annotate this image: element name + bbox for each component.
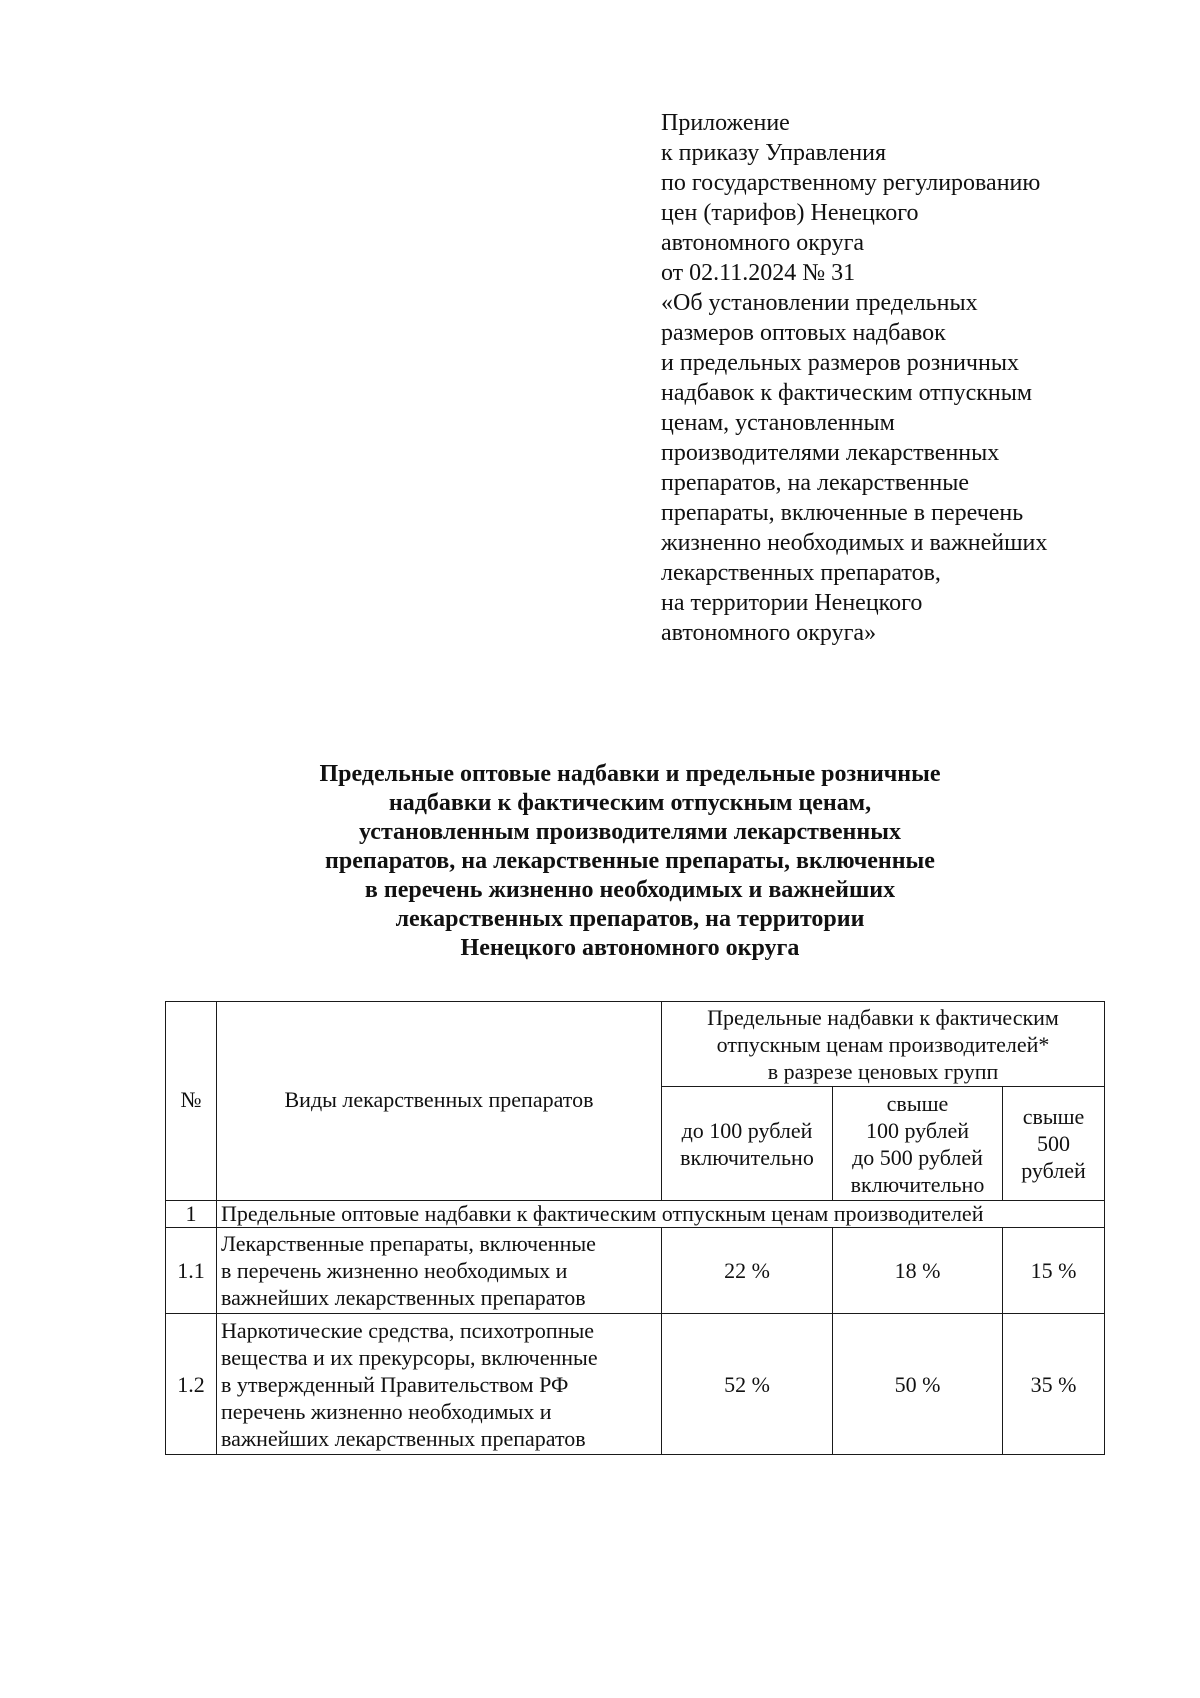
appendix-line: и предельных размеров розничных — [661, 350, 1019, 376]
title-line: в перечень жизненно необходимых и важнейших — [364, 877, 896, 903]
appendix-line: цен (тарифов) Ненецкого — [661, 200, 919, 226]
title-line: препаратов, на лекарственные препараты, включенные — [325, 848, 935, 874]
title-line: Предельные оптовые надбавки и предельные розничные — [319, 761, 941, 787]
appendix-line: лекарственных препаратов, — [661, 560, 941, 586]
table-row — [166, 1314, 1105, 1455]
header-no: № — [166, 1002, 217, 1201]
appendix-line: от 02.11.2024 № 31 — [661, 260, 856, 286]
appendix-line: «Об установлении предельных — [661, 290, 978, 316]
row-description-line: важнейших лекарственных препаратов — [221, 1425, 586, 1451]
row-value-100-500: 18 % — [833, 1228, 1003, 1314]
appendix-block — [661, 108, 1121, 648]
title-line: Ненецкого автономного округа — [460, 935, 800, 961]
section-label: Предельные оптовые надбавки к фактическим отпускным ценам производителей — [217, 1201, 1105, 1228]
row-description — [217, 1314, 662, 1455]
header-col-line: 500 — [1037, 1131, 1070, 1156]
section-no: 1 — [166, 1201, 217, 1228]
document-title — [200, 760, 1060, 963]
row-description-line: перечень жизненно необходимых и — [221, 1398, 552, 1424]
appendix-line: жизненно необходимых и важнейших — [661, 530, 1048, 556]
header-col-line: 100 рублей — [865, 1117, 970, 1143]
header-col-line: рублей — [1021, 1158, 1086, 1183]
row-value-up-to-100: 52 % — [662, 1314, 833, 1455]
appendix-line: к приказу Управления — [661, 140, 887, 166]
appendix-line: препараты, включенные в перечень — [661, 500, 1024, 526]
header-col-line: включительно — [680, 1144, 814, 1170]
appendix-line: автономного округа» — [661, 620, 877, 646]
appendix-line: на территории Ненецкого — [661, 590, 923, 616]
header-group — [662, 1002, 1105, 1087]
header-group-line: в разрезе ценовых групп — [767, 1059, 999, 1084]
appendix-line: по государственному регулированию — [661, 170, 1041, 196]
header-group-line: Предельные надбавки к фактическим — [707, 1005, 1059, 1030]
appendix-line: надбавок к фактическим отпускным — [661, 380, 1033, 406]
header-col-line: включительно — [850, 1171, 985, 1197]
row-description-line: важнейших лекарственных препаратов — [221, 1285, 586, 1310]
header-col-line: свыше — [1022, 1104, 1085, 1129]
row-description-line: Лекарственные препараты, включенные — [221, 1231, 596, 1256]
appendix-line: Приложение — [661, 110, 790, 136]
header-col-line: до 500 рублей — [852, 1144, 983, 1170]
appendix-line: автономного округа — [661, 230, 865, 256]
row-value-over-500: 35 % — [1003, 1314, 1105, 1455]
header-col-over-500 — [1003, 1087, 1105, 1201]
appendix-line: препаратов, на лекарственные — [661, 470, 970, 496]
row-description-line: в утвержденный Правительством РФ — [221, 1371, 569, 1397]
row-no: 1.2 — [166, 1314, 217, 1455]
title-line: надбавки к фактическим отпускным ценам, — [388, 790, 872, 816]
row-value-over-500: 15 % — [1003, 1228, 1105, 1314]
appendix-line: ценам, установленным — [661, 410, 895, 436]
row-description-line: Наркотические средства, психотропные — [221, 1317, 595, 1343]
header-col-up-to-100 — [662, 1087, 833, 1201]
header-group-line: отпускным ценам производителей* — [716, 1032, 1050, 1057]
row-description-line: вещества и их прекурсоры, включенные — [221, 1344, 598, 1370]
title-line: установленным производителями лекарственных — [359, 819, 901, 845]
header-row — [166, 1002, 1105, 1087]
section-row — [166, 1201, 1105, 1228]
row-description-line: в перечень жизненно необходимых и — [221, 1258, 568, 1283]
header-col-100-500 — [833, 1087, 1003, 1201]
row-description — [217, 1228, 662, 1314]
header-kinds: Виды лекарственных препаратов — [217, 1002, 662, 1201]
markups-table — [165, 1001, 1105, 1455]
title-line: лекарственных препаратов, на территории — [395, 906, 865, 932]
table-row — [166, 1228, 1105, 1314]
appendix-line: производителями лекарственных — [661, 440, 1000, 466]
row-value-up-to-100: 22 % — [662, 1228, 833, 1314]
appendix-line: размеров оптовых надбавок — [661, 320, 946, 346]
header-col-line: до 100 рублей — [681, 1117, 813, 1143]
row-value-100-500: 50 % — [833, 1314, 1003, 1455]
header-col-line: свыше — [886, 1090, 949, 1116]
row-no: 1.1 — [166, 1228, 217, 1314]
